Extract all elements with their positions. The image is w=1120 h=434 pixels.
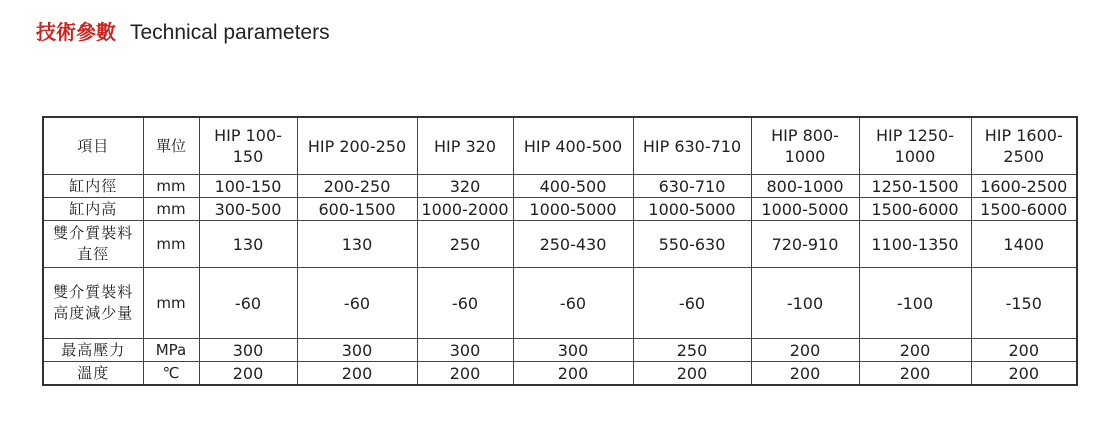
row-label: 雙介質裝料高度減少量: [43, 268, 143, 339]
header-model: HIP 400-500: [513, 117, 633, 175]
table-row: [43, 198, 1077, 221]
table-cell: 400-500: [513, 175, 633, 198]
table-row: [43, 362, 1077, 386]
table-cell: 200: [859, 339, 971, 362]
table-cell: 200: [199, 362, 297, 386]
table-cell: 1600-2500: [971, 175, 1077, 198]
title-english: Technical parameters: [130, 21, 330, 44]
table-cell: 1100-1350: [859, 221, 971, 268]
title-chinese: 技術參數: [36, 20, 116, 44]
table-row: [43, 175, 1077, 198]
header-model: HIP 320: [417, 117, 513, 175]
table-cell: 130: [297, 221, 417, 268]
table-cell: 200: [513, 362, 633, 386]
table-cell: 1400: [971, 221, 1077, 268]
table-cell: 200: [859, 362, 971, 386]
row-label: 缸内高: [43, 198, 143, 221]
table-cell: 600-1500: [297, 198, 417, 221]
page-title: [36, 16, 330, 45]
table-cell: 1000-5000: [633, 198, 751, 221]
table-cell: 320: [417, 175, 513, 198]
table-cell: 200: [971, 339, 1077, 362]
table-cell: 800-1000: [751, 175, 859, 198]
header-model: HIP 200-250: [297, 117, 417, 175]
table-cell: 720-910: [751, 221, 859, 268]
row-unit: mm: [143, 198, 199, 221]
header-model: HIP 100-150: [199, 117, 297, 175]
row-unit: mm: [143, 221, 199, 268]
table-cell: -60: [417, 268, 513, 339]
row-label: 缸内徑: [43, 175, 143, 198]
table-row: [43, 221, 1077, 268]
table-cell: 1000-5000: [751, 198, 859, 221]
header-item: 項目: [43, 117, 143, 175]
table-cell: 1500-6000: [859, 198, 971, 221]
table-cell: -60: [513, 268, 633, 339]
table-row: [43, 339, 1077, 362]
row-label: 溫度: [43, 362, 143, 386]
row-unit: mm: [143, 268, 199, 339]
table-cell: 1000-2000: [417, 198, 513, 221]
table-cell: 300: [513, 339, 633, 362]
technical-parameters-table: [42, 116, 1078, 386]
header-model: HIP 1250-1000: [859, 117, 971, 175]
table-cell: 1500-6000: [971, 198, 1077, 221]
table-cell: 300: [297, 339, 417, 362]
table-cell: -100: [859, 268, 971, 339]
table-cell: 1250-1500: [859, 175, 971, 198]
header-model: HIP 1600-2500: [971, 117, 1077, 175]
table-cell: -60: [199, 268, 297, 339]
table-cell: 200: [751, 339, 859, 362]
table-cell: 1000-5000: [513, 198, 633, 221]
row-label: 雙介質裝料直徑: [43, 221, 143, 268]
table-cell: 130: [199, 221, 297, 268]
table-cell: -100: [751, 268, 859, 339]
table-row: [43, 268, 1077, 339]
row-unit: mm: [143, 175, 199, 198]
table-cell: 630-710: [633, 175, 751, 198]
table-cell: 300: [417, 339, 513, 362]
header-model: HIP 800-1000: [751, 117, 859, 175]
table-cell: 200: [971, 362, 1077, 386]
table-cell: 250-430: [513, 221, 633, 268]
header-unit: 單位: [143, 117, 199, 175]
table-cell: 200: [417, 362, 513, 386]
table-cell: -60: [633, 268, 751, 339]
table-cell: -60: [297, 268, 417, 339]
table-cell: 200-250: [297, 175, 417, 198]
table-cell: 200: [633, 362, 751, 386]
table-cell: 250: [417, 221, 513, 268]
header-model: HIP 630-710: [633, 117, 751, 175]
table-cell: 200: [297, 362, 417, 386]
table-cell: 250: [633, 339, 751, 362]
table-cell: 300: [199, 339, 297, 362]
table-cell: 100-150: [199, 175, 297, 198]
table-cell: 300-500: [199, 198, 297, 221]
table-cell: 200: [751, 362, 859, 386]
row-label: 最高壓力: [43, 339, 143, 362]
table-cell: 550-630: [633, 221, 751, 268]
row-unit: MPa: [143, 339, 199, 362]
row-unit: ℃: [143, 362, 199, 386]
table-cell: -150: [971, 268, 1077, 339]
table-header-row: [43, 117, 1077, 175]
